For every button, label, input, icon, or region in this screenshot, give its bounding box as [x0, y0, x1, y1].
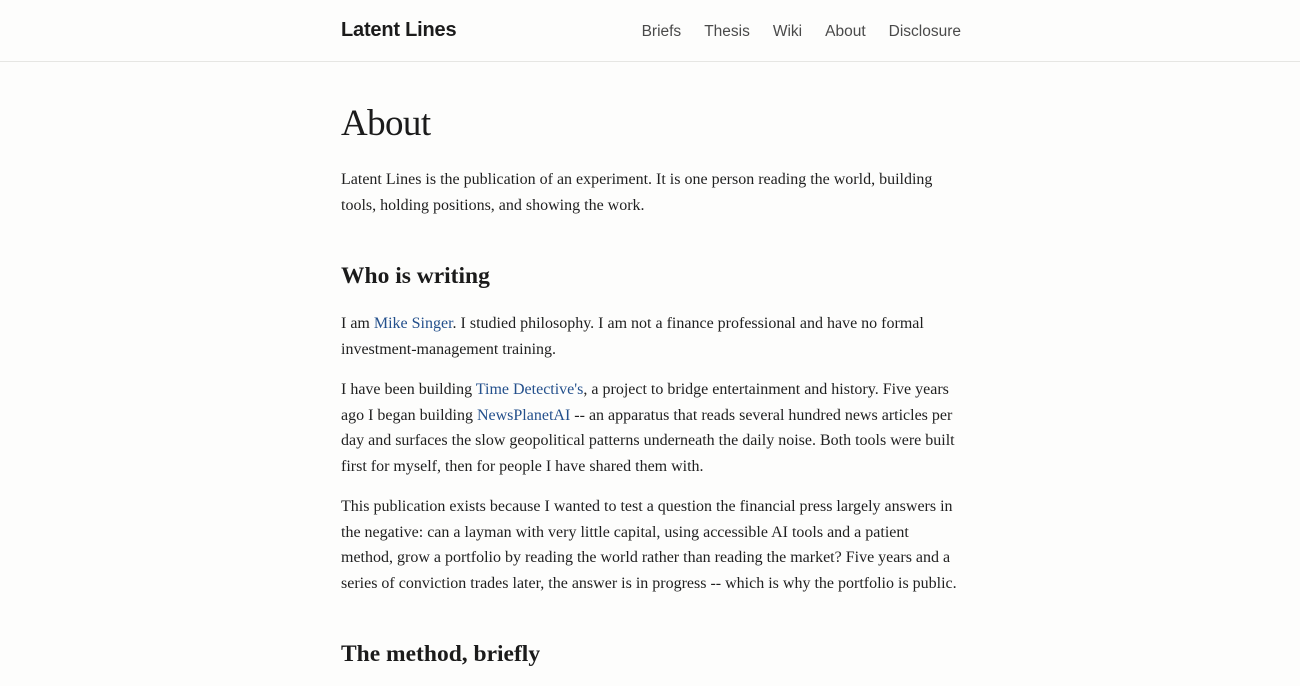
intro-paragraph: Latent Lines is the publication of an experiment. It is one person reading the world, building tools, holding positions, and showing the work. [341, 171, 933, 214]
nav-link-thesis[interactable]: Thesis [704, 23, 750, 40]
link-time-detectives[interactable]: Time Detective's [475, 381, 584, 398]
page-title: About [341, 103, 431, 144]
paragraph-who-1 [341, 311, 963, 362]
nav-link-wiki[interactable]: Wiki [772, 23, 803, 40]
text-span: I am [341, 315, 374, 332]
link-mike-singer[interactable]: Mike Singer [373, 315, 453, 332]
site-title-link[interactable]: Latent Lines [341, 18, 457, 41]
text-span: , a project to bridge entertainment and history. Five years ago I began building [341, 381, 949, 424]
paragraph-who-2 [341, 377, 963, 479]
nav-link-briefs[interactable]: Briefs [641, 23, 682, 40]
paragraph-who-3: This publication exists because I wanted to test a question the financial press largely answers in the negative: can a layman with very little capital, using accessible AI tools and a patient method, grow a portfolio by reading the world rather than reading the market? Five years and a series of conviction trades later, the answer is in progress -- which is why the portfolio is public. [341, 498, 957, 592]
section-heading-method: The method, briefly [341, 641, 541, 667]
text-span: . I studied philosophy. I am not a finance professional and have no formal investment-management training. [341, 315, 924, 358]
nav-link-about[interactable]: About [825, 23, 866, 40]
header-inner [341, 0, 961, 62]
main-nav [642, 22, 961, 40]
text-span: -- an apparatus that reads several hundred news articles per day and surfaces the slow geopolitical patterns underneath the daily noise. Both tools were built first for myself, then for people I have shared them with. [341, 406, 955, 475]
article-content [341, 103, 963, 669]
site-header [0, 0, 1300, 62]
link-newsplanetai[interactable]: NewsPlanetAI [476, 406, 571, 424]
section-heading-who-is-writing: Who is writing [341, 263, 490, 289]
text-span: I have been building [341, 381, 476, 398]
nav-link-disclosure[interactable]: Disclosure [888, 23, 961, 40]
